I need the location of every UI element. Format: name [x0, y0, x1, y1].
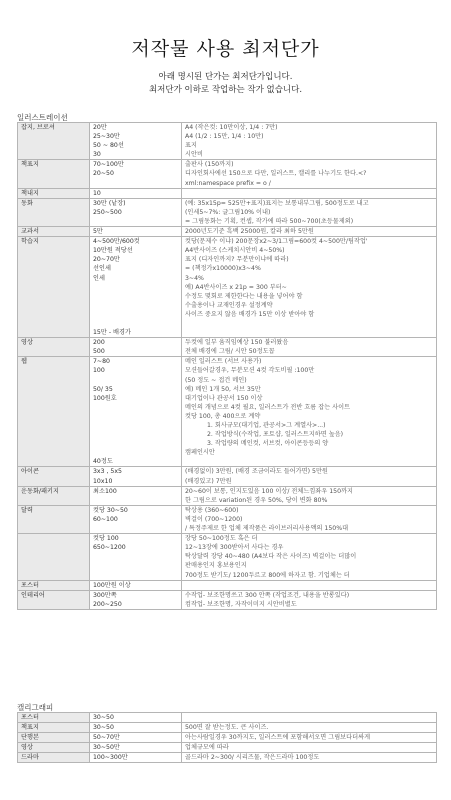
category-cell — [18, 486, 90, 505]
description-line: 12~13장에 300받아서 사다는 경우 — [185, 544, 284, 552]
description-cell — [182, 227, 437, 237]
description-line: 500면 잘 받는정도. 큰 사이즈. — [185, 724, 269, 732]
table-row — [18, 486, 437, 505]
table-row — [18, 743, 437, 753]
price-line — [93, 292, 178, 301]
price-line: 15만 - 배경가 — [93, 329, 131, 337]
price-line: 500 — [93, 348, 105, 356]
table-row — [18, 123, 437, 160]
category-cell — [18, 713, 90, 723]
description-line: 메인의 개념으로 4컷 필요, 일러스트가 전반 흐름 잡는 사이트 — [185, 403, 351, 411]
description-line: = (책정가x10000)x3~4% — [185, 265, 261, 273]
description-cell — [182, 338, 437, 357]
section-label-illustration: 일러스트레이션 — [17, 113, 68, 122]
table-row — [18, 733, 437, 743]
price-line: 최소100 — [93, 487, 117, 495]
description-line: A4 (1/2 : 15만, 1/4 : 10만) — [185, 133, 264, 141]
description-line: 컴작업- 보조한명, 자작이미지 시안비별도 — [185, 600, 297, 608]
price-line: 30 — [93, 151, 101, 159]
category-cell — [18, 123, 90, 160]
description-cell — [182, 505, 437, 533]
table-row — [18, 198, 437, 226]
category-label: 동화 — [21, 199, 33, 207]
price-cell — [90, 505, 182, 533]
description-line: 수정도 몇회로 제한한다는 내용을 넣어야 함 — [185, 292, 303, 300]
description-line: 전체 배경에 그림/ 시안 50정도꼽 — [185, 348, 275, 356]
price-cell — [90, 580, 182, 590]
spacer — [93, 217, 178, 226]
price-line: 200~250 — [93, 600, 122, 608]
price-line: 30~50만 — [93, 744, 120, 752]
category-cell — [18, 743, 90, 753]
table-row — [18, 713, 437, 723]
description-line: / 특정주제로 한 업체 제작품은 라이브러리사용액의 150%대 — [185, 525, 349, 533]
price-cell — [90, 160, 182, 188]
page-title: 저작물 사용 최저단가 — [131, 38, 320, 60]
price-cell — [90, 486, 182, 505]
table-row — [18, 357, 437, 467]
category-label: 웹 — [21, 358, 27, 366]
description-line: 사이즈 중요지 않음 배경가 15만 이상 받아야 함 — [185, 310, 315, 318]
description-line: 탁상용 (360~600) — [185, 506, 239, 514]
price-line: 60~100 — [93, 515, 118, 523]
price-line: 컷당 30~50 — [93, 506, 128, 514]
description-cell — [182, 467, 437, 486]
description-line: 예) 메인 1개 50, 서브 35만 — [185, 385, 261, 393]
price-line: 10x10 — [93, 477, 113, 485]
price-line: 4~500만/600컷 — [93, 238, 140, 246]
price-line: 컷당 100 — [93, 535, 119, 543]
description-cell — [182, 188, 437, 198]
description-line: A4 (작은컷: 10만이상, 1/4 : 7만) — [185, 124, 278, 131]
price-cell — [90, 713, 182, 723]
description-line: 업체규모에 따라 — [185, 744, 229, 752]
description-line: 캠페인시안 — [185, 449, 215, 457]
description-line: 벽걸이 (700~1200) — [185, 515, 243, 523]
price-line: 7~80 — [93, 358, 110, 366]
description-line: (50 정도 ~ 접건 메인) — [185, 376, 247, 384]
spacer — [93, 552, 178, 561]
price-line — [93, 376, 178, 385]
description-line: 시안비 — [185, 151, 203, 159]
description-line: 한 그림으로 variation된 경우 50%, 당이 변화 80% — [185, 496, 328, 504]
description-line: 2000년도기준 흑백 25000원, 칼라 최하 5만원 — [185, 228, 314, 236]
description-line: 디자인회사에선 150으로 다만, 일러스트, 캘리를 나누기도 한다.<? — [185, 170, 367, 178]
price-line: 5만 — [93, 228, 103, 236]
description-line: 3~4% — [185, 274, 204, 282]
table-row — [18, 188, 437, 198]
price-line: 200 — [93, 339, 105, 347]
price-line: 50/ 35 — [93, 385, 113, 393]
description-line: 컷당(문제수 이냐) 200문장x2~3/1그림=600컷 4~500만/팀작업' — [185, 238, 368, 246]
price-line — [93, 448, 178, 457]
category-label: 달력 — [21, 506, 33, 514]
category-label: 아이콘 — [21, 468, 39, 476]
description-line: 수작업- 보조한명쓰고 300 안쪽 (작업조건, 내용을 반롱있다) — [185, 591, 350, 599]
description-cell — [182, 237, 437, 338]
category-label: 영상 — [21, 339, 33, 347]
price-cell — [90, 733, 182, 743]
price-line: 선인세 — [93, 265, 111, 273]
description-line: 모션들어갈경우, 무분모션 4컷 각도비필 :100만 — [185, 367, 315, 375]
category-cell — [18, 227, 90, 237]
category-cell — [18, 467, 90, 486]
description-line: (배경있고) 7만원 — [185, 477, 232, 485]
price-line: 인세 — [93, 274, 105, 282]
description-line — [185, 189, 433, 198]
price-cell — [90, 338, 182, 357]
intro-line-2: 최저단가 이하로 작업하는 작가 없습니다. — [148, 85, 303, 95]
description-line: 1. 회사규모(대기업, 관공서>그 계열사>...) — [207, 422, 326, 429]
section-label-calligraphy: 캘리그래피 — [17, 703, 54, 712]
category-cell — [18, 338, 90, 357]
category-cell — [18, 723, 90, 733]
spacer — [93, 179, 178, 188]
description-line: 장당 50~100정도 혹은 더 — [185, 535, 258, 543]
table-row — [18, 534, 437, 580]
category-label: 인테리어 — [21, 591, 45, 599]
description-cell — [182, 357, 437, 467]
description-line: (인세5~7%: 글그림10% 이내) — [185, 208, 271, 216]
category-label: 책표지 — [21, 161, 39, 169]
price-cell — [90, 467, 182, 486]
price-line: 70~100만 — [93, 161, 124, 169]
description-cell — [182, 590, 437, 609]
price-line: 100원호 — [93, 394, 117, 402]
price-cell — [90, 198, 182, 226]
price-line: 20~70만 — [93, 256, 120, 264]
category-label: 책표지 — [21, 724, 39, 732]
price-line: 10만원 적당선 — [93, 247, 133, 255]
price-line: 300만쪽 — [93, 591, 117, 599]
price-line: 40정도 — [93, 458, 113, 466]
description-line: = 그림동화는 기획, 컨셉, 작가에 따라 500~700(초등물제외) — [185, 217, 354, 225]
description-line — [185, 581, 433, 590]
description-line — [185, 713, 433, 722]
description-cell — [182, 198, 437, 226]
spacer — [185, 457, 433, 466]
spacer — [185, 328, 433, 337]
category-cell — [18, 534, 90, 580]
spacer — [93, 524, 178, 533]
description-cell — [182, 534, 437, 580]
description-cell — [182, 743, 437, 753]
description-cell — [182, 713, 437, 723]
category-cell — [18, 505, 90, 533]
description-line: 표지 (디자인까지? 무분만이냐에 따라) — [185, 256, 289, 264]
price-line: 50~70만 — [93, 734, 120, 742]
table-row — [18, 467, 437, 486]
price-cell — [90, 357, 182, 467]
price-cell — [90, 590, 182, 609]
price-line — [93, 403, 178, 412]
spacer — [185, 319, 433, 328]
description-line: 컷당 100, 총 400으로 계약 — [185, 412, 261, 420]
price-cell — [90, 188, 182, 198]
description-line: 3. 작업량의 메인컷, 서브컷, 아이콘등등의 양 — [207, 440, 329, 448]
description-line: 700정도 받기도/ 1200두르고 800에 하자고 함. 기업체는 더 — [185, 571, 350, 579]
price-cell — [90, 534, 182, 580]
description-line: 20~60이 보통, 인지도있음 100 이상/ 전체느낌좌우 150까지 — [185, 487, 353, 495]
description-line: 아는사람일경우 30까지도, 일러스트에 포함해서오면 그림보다더싸게 — [185, 734, 371, 742]
spacer — [93, 496, 178, 505]
price-line — [93, 430, 178, 439]
category-label: 드라마 — [21, 754, 39, 762]
intro-line-1: 아래 명시된 단가는 최저단가입니다. — [158, 72, 293, 82]
spacer — [93, 571, 178, 580]
price-line: 10 — [93, 189, 101, 197]
price-line: 30만 (낱장) — [93, 199, 126, 207]
price-line — [93, 421, 178, 430]
price-cell — [90, 123, 182, 160]
description-line: 2. 작업방식(수작업, 포토샵, 일러스트지하면 높음) — [207, 431, 344, 439]
table-row — [18, 237, 437, 338]
category-label: 영상 — [21, 744, 33, 752]
category-cell — [18, 733, 90, 743]
price-line: 50 ~ 80선 — [93, 142, 124, 150]
illustration-price-table — [17, 122, 437, 610]
description-line: (예: 35x15p= 525만+표지)표지는 보통내부그림, 500정도로 내고 — [185, 199, 369, 207]
category-label — [21, 534, 86, 543]
category-cell — [18, 188, 90, 198]
category-cell — [18, 590, 90, 609]
description-line: 골드라마 2~300/ 시리즈물, 작은드라마 100정도 — [185, 754, 320, 762]
price-line: 30~50 — [93, 724, 114, 732]
table-row — [18, 227, 437, 237]
price-cell — [90, 743, 182, 753]
category-label: 운동화/패키지 — [21, 487, 59, 495]
table-row — [18, 160, 437, 188]
description-line: xml:namespace prefix = o / — [185, 179, 271, 187]
category-label: 잡지, 브로셔 — [21, 124, 55, 131]
price-line: 650~1200 — [93, 544, 126, 552]
description-line: 탁상달력 장당 40~480 (A4보다 작은 사이즈) 벽걸이는 더많이 — [185, 553, 357, 561]
price-line: 25~30만 — [93, 133, 120, 141]
description-line: 메인 일러스트 (서브 사용가) — [185, 358, 262, 366]
description-cell — [182, 723, 437, 733]
description-cell — [182, 123, 437, 160]
category-cell — [18, 580, 90, 590]
price-line: 20~50 — [93, 170, 114, 178]
category-label: 포스터 — [21, 581, 39, 589]
table-row — [18, 338, 437, 357]
price-cell — [90, 753, 182, 763]
price-line — [93, 310, 178, 319]
description-cell — [182, 753, 437, 763]
price-line — [93, 301, 178, 310]
category-label: 포스터 — [21, 714, 39, 721]
price-line: 250~500 — [93, 208, 122, 216]
description-line: 표지 — [185, 142, 197, 150]
category-label: 학습지 — [21, 238, 39, 246]
category-cell — [18, 160, 90, 188]
price-line — [93, 439, 178, 448]
spacer — [93, 561, 178, 570]
price-line: 30~50 — [93, 714, 114, 721]
category-label: 교과서 — [21, 228, 39, 236]
price-line — [93, 319, 178, 328]
description-line: 두컷에 일부 움직임예상 150 불러왔음 — [185, 339, 289, 347]
table-row — [18, 723, 437, 733]
category-cell — [18, 198, 90, 226]
price-line: 100~300만 — [93, 754, 128, 762]
description-cell — [182, 733, 437, 743]
description-line: 수출용이나 교재인경우 설정계약 — [185, 301, 273, 309]
table-row — [18, 505, 437, 533]
price-line: 100 — [93, 367, 105, 375]
category-cell — [18, 357, 90, 467]
table-row — [18, 580, 437, 590]
table-row — [18, 753, 437, 763]
description-cell — [182, 486, 437, 505]
price-cell — [90, 723, 182, 733]
price-line: 100만원 이상 — [93, 581, 131, 589]
description-cell — [182, 160, 437, 188]
category-label: 단행본 — [21, 734, 39, 742]
category-cell — [18, 237, 90, 338]
price-line — [93, 412, 178, 421]
description-line: A4반사이즈 (스케치시안비 4~50%) — [185, 247, 285, 255]
description-cell — [182, 580, 437, 590]
calligraphy-price-table — [17, 712, 437, 763]
category-label: 책내지 — [21, 189, 39, 197]
category-cell — [18, 753, 90, 763]
price-cell — [90, 227, 182, 237]
price-cell — [90, 237, 182, 338]
description-line: 판매용인지 홍보용인지 — [185, 562, 247, 570]
description-line: 출판사 (150까지) — [185, 161, 234, 169]
description-line: 대기업이나 관공서 150 이상 — [185, 394, 263, 402]
price-line: 20만 — [93, 124, 107, 131]
price-line: 3x3 , 5x5 — [93, 468, 122, 476]
table-row — [18, 590, 437, 609]
price-line — [93, 283, 178, 292]
description-line: 예) A4반사이즈 x 21p = 300 부터~ — [185, 283, 287, 291]
description-line: (배경없이) 3만원, (배경 조금이라도 들어가면) 5만원 — [185, 468, 328, 476]
